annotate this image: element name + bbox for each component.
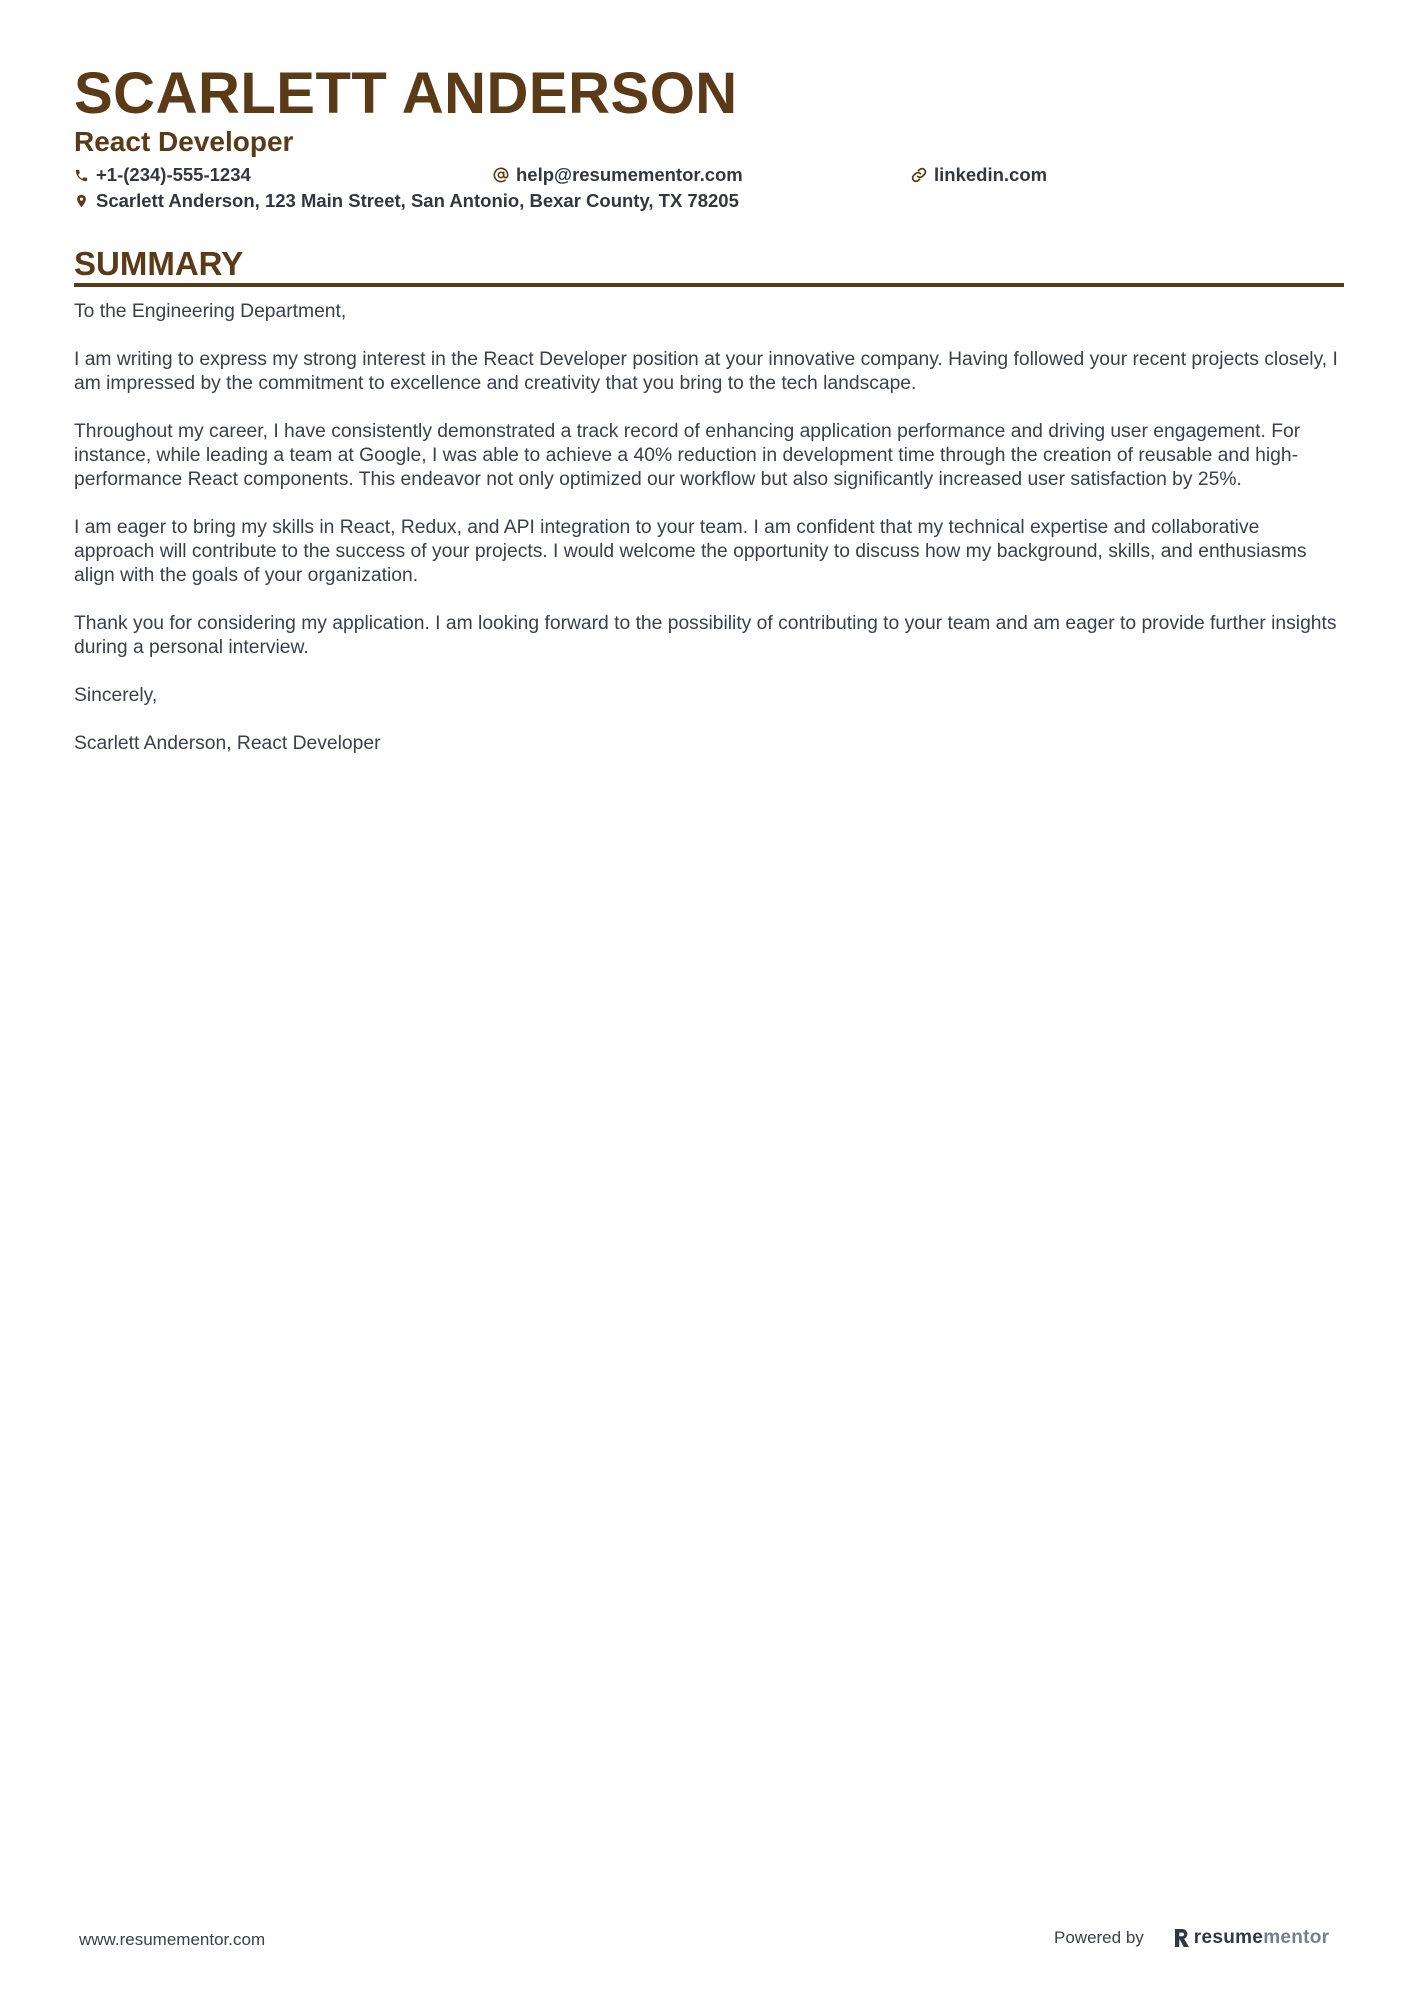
summary-heading: SUMMARY: [74, 245, 244, 282]
body-paragraph: Throughout my career, I have consistently demonstrated a track record of enhancing application performance and driving user engagement. For instance, while leading a team at Google, I was able to achieve a 40% reduction in development time through the creation of reusable and high-performance React components. This endeavor not only optimized our workflow but also significantly increased user satisfaction by 25%.: [74, 421, 1301, 490]
map-pin-icon: [74, 193, 89, 209]
candidate-role: React Developer: [74, 126, 294, 157]
summary-body: [74, 300, 1344, 780]
link-text[interactable]: linkedin.com: [934, 164, 1048, 185]
contact-link: [911, 163, 1047, 187]
brand-name-part1: resume: [1193, 1927, 1264, 1948]
brand-name-part2: mentor: [1263, 1927, 1330, 1948]
body-paragraph: I am eager to bring my skills in React, Redux, and API integration to your team. I am confident that my technical expertise and collaborative approach will contribute to the success of your projects. I would welcome the opportunity to discuss how my background, skills, and enthusiasms align with the goals of your organization.: [74, 517, 1307, 586]
body-paragraph: I am writing to express my strong interest in the React Developer position at your innovative company. Having followed your recent projects closely, I am impressed by the commitment to excellence and creativity that you bring to the tech landscape.: [74, 349, 1338, 394]
footer-website[interactable]: www.resumementor.com: [79, 1930, 266, 1949]
phone-text: +1-(234)-555-1234: [96, 164, 251, 185]
body-paragraph: Thank you for considering my application. I am looking forward to the possibility of contributing to your team and am eager to provide further insights during a personal interview.: [74, 613, 1337, 658]
contact-email: [493, 163, 743, 187]
candidate-name: SCARLETT ANDERSON: [74, 61, 738, 126]
section-divider: [74, 283, 1344, 287]
brand-logo[interactable]: [1174, 1927, 1330, 1949]
phone-icon: [74, 168, 89, 183]
signature-line: Scarlett Anderson, React Developer: [74, 733, 381, 754]
contact-phone: [74, 163, 251, 187]
at-sign-icon: [493, 167, 509, 183]
footer-branding: [1054, 1920, 1329, 1956]
link-icon: [911, 167, 927, 183]
closing: Sincerely,: [74, 685, 158, 706]
salutation: To the Engineering Department,: [74, 301, 347, 322]
resumementor-logo-icon: [1174, 1928, 1190, 1948]
powered-by-label: Powered by: [1054, 1928, 1144, 1947]
contact-address: [74, 189, 739, 213]
address-text: Scarlett Anderson, 123 Main Street, San Antonio, Bexar County, TX 78205: [96, 190, 739, 211]
email-text[interactable]: help@resumementor.com: [516, 164, 743, 185]
